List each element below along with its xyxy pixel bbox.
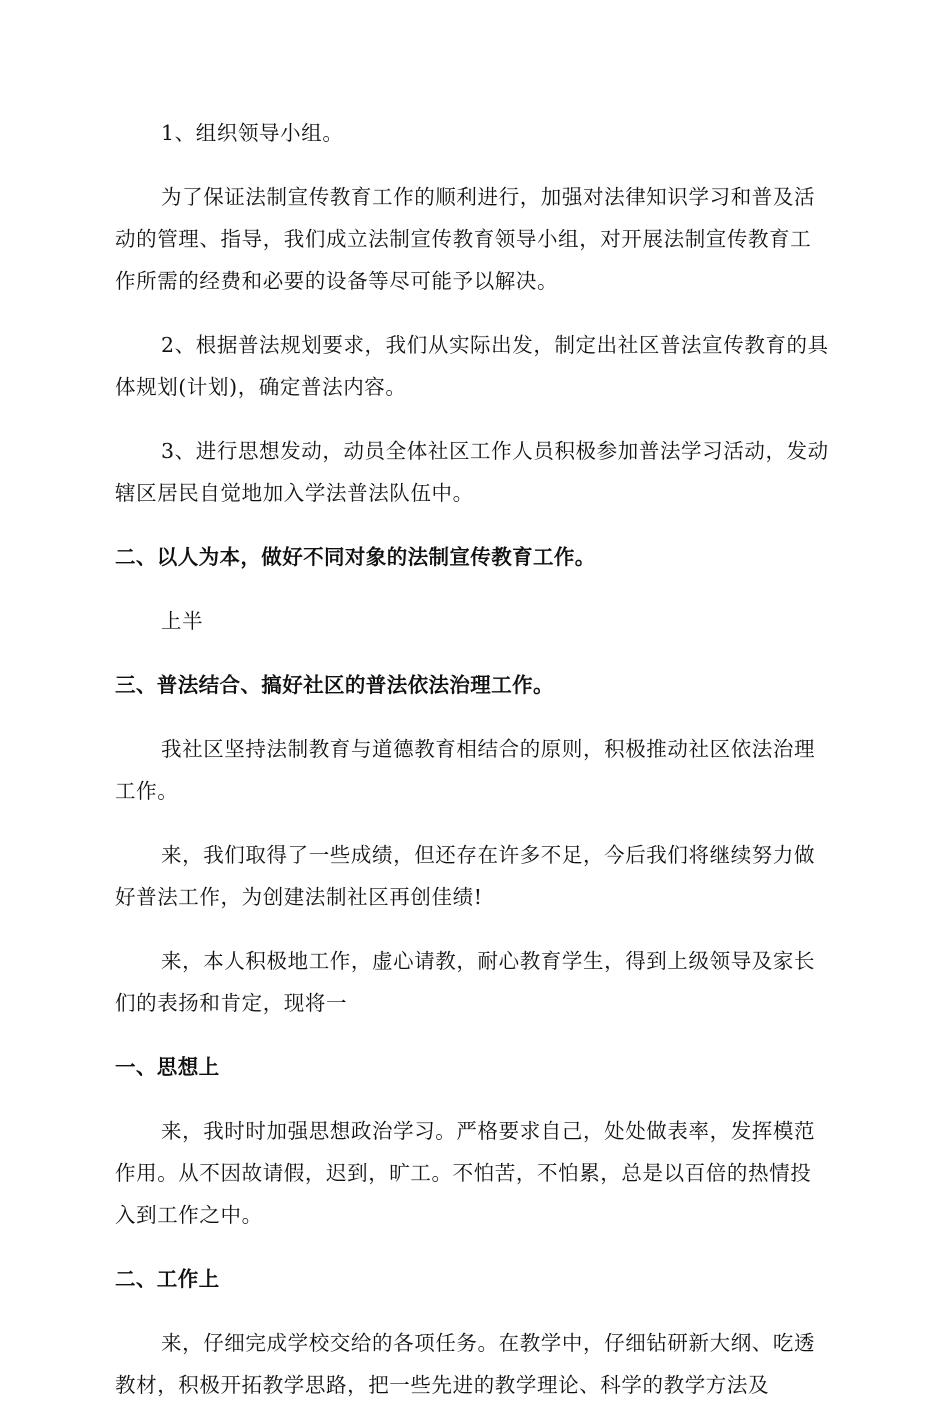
paragraph: 3、进行思想发动，动员全体社区工作人员积极参加普法学习活动，发动辖区居民自觉地加入学法普法队伍中。 (115, 439, 829, 505)
paragraph: 来，本人积极地工作，虚心请教，耐心教育学生，得到上级领导及家长们的表扬和肯定，现将一 (115, 949, 816, 1015)
section-heading: 三、普法结合、搞好社区的普法依法治理工作。 (115, 673, 554, 697)
section-heading: 二、工作上 (115, 1267, 220, 1291)
paragraph: 2、根据普法规划要求，我们从实际出发，制定出社区普法宣传教育的具体规划(计划)，确定普法内容。 (115, 333, 829, 399)
paragraph: 我社区坚持法制教育与道德教育相结合的原则，积极推动社区依法治理工作。 (115, 737, 816, 803)
paragraph: 来，仔细完成学校交给的各项任务。在教学中，仔细钻研新大纲、吃透教材，积极开拓教学思路，把一些先进的教学理论、科学的教学方法及 (115, 1331, 816, 1397)
paragraph: 来，我们取得了一些成绩，但还存在许多不足，今后我们将继续努力做好普法工作，为创建法制社区再创佳绩! (115, 843, 816, 909)
section-heading: 二、以人为本，做好不同对象的法制宣传教育工作。 (115, 545, 596, 569)
paragraph: 来，我时时加强思想政治学习。严格要求自己，处处做表率，发挥模范作用。从不因故请假，迟到，旷工。不怕苦，不怕累，总是以百倍的热情投入到工作之中。 (115, 1119, 816, 1227)
paragraph: 上半 (161, 609, 204, 633)
paragraph: 1、组织领导小组。 (161, 121, 344, 145)
section-heading: 一、思想上 (115, 1055, 220, 1079)
paragraph: 为了保证法制宣传教育工作的顺利进行，加强对法律知识学习和普及活动的管理、指导，我们成立法制宣传教育领导小组，对开展法制宣传教育工作所需的经费和必要的设备等尽可能予以解决。 (115, 185, 816, 293)
